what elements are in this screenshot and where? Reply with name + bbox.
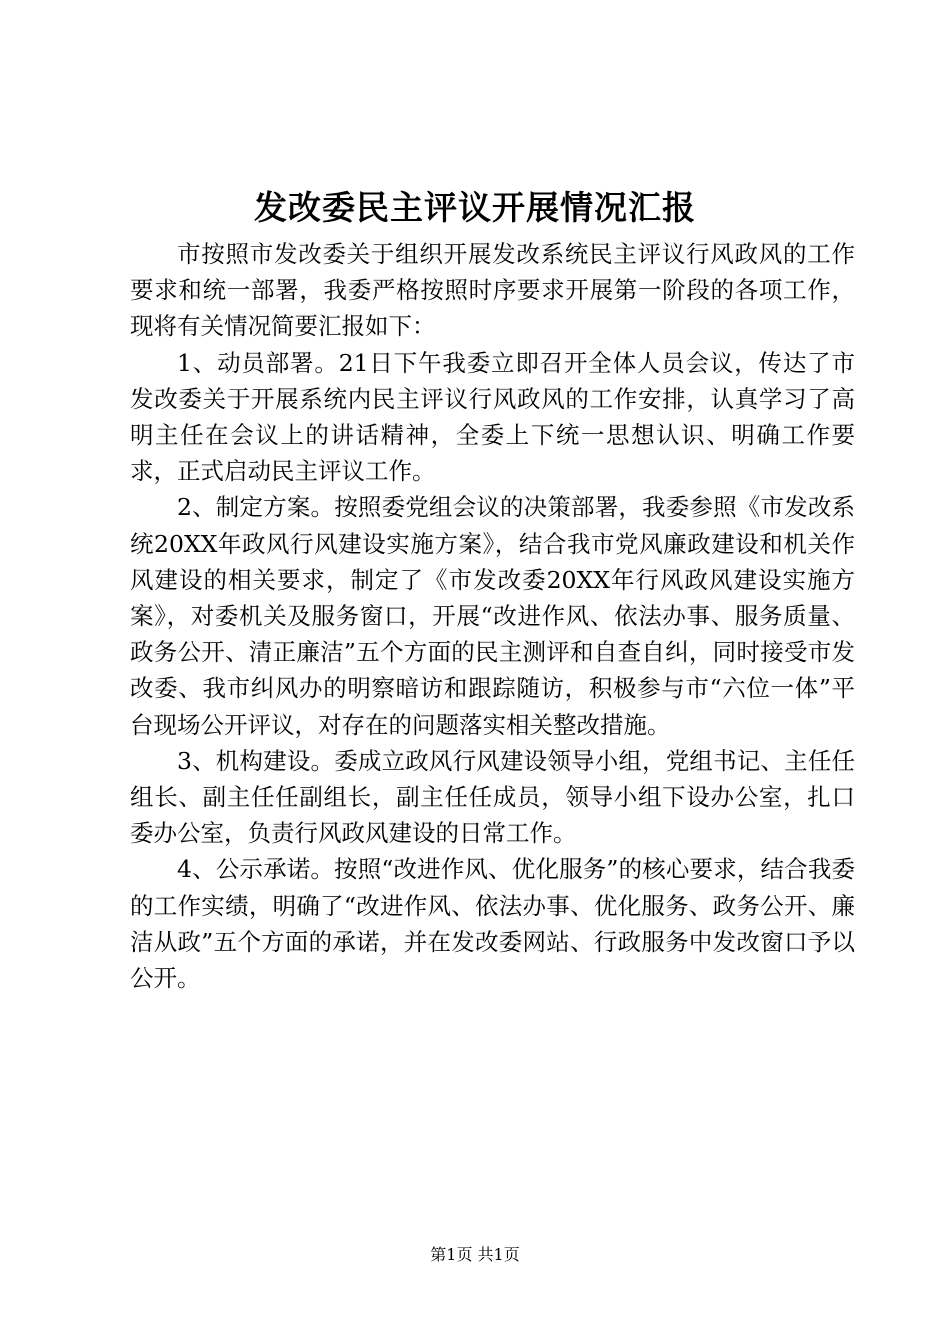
paragraph-intro: 市按照市发改委关于组织开展发改系统民主评议行风政风的工作要求和统一部署，我委严格按照时序要求开展第一阶段的各项工作，现将有关情况简要汇报如下： [130, 240, 855, 341]
paragraph-organization: 3、机构建设。委成立政风行风建设领导小组，党组书记、主任任组长、副主任任副组长，副主任任成员，领导小组下设办公室，扎口委办公室，负责行风政风建设的日常工作。 [130, 746, 855, 848]
paragraph-commitment: 4、公示承诺。按照“改进作风、优化服务”的核心要求，结合我委的工作实绩，明确了“改进作风、依法办事、优化服务、政务公开、廉洁从政”五个方面的承诺，并在发改委网站、行政服务中发改窗口予以公开。 [130, 855, 855, 993]
paragraph-plan: 2、制定方案。按照委党组会议的决策部署，我委参照《市发改系统20XX年政风行风建设实施方案》，结合我市党风廉政建设和机关作风建设的相关要求，制定了《市发改委20XX年行风政风建设实施方案》，对委机关及服务窗口，开展“改进作风、依法办事、服务质量、政务公开、清正廉洁”五个方面的民主测评和自查自纠，同时接受市发改委、我市纠风办的明察暗访和跟踪随访，积极参与市“六位一体”平台现场公开评议，对存在的问题落实相关整改措施。 [130, 493, 855, 739]
page-footer: 第1页 共1页 [430, 1245, 520, 1264]
paragraph-mobilization: 1、动员部署。21日下午我委立即召开全体人员会议，传达了市发改委关于开展系统内民主评议行风政风的工作安排，认真学习了高明主任在会议上的讲话精神，全委上下统一思想认识、明确工作要求，正式启动民主评议工作。 [130, 348, 855, 486]
document-title: 发改委民主评议开展情况汇报 [254, 188, 696, 227]
document-body [130, 236, 855, 996]
